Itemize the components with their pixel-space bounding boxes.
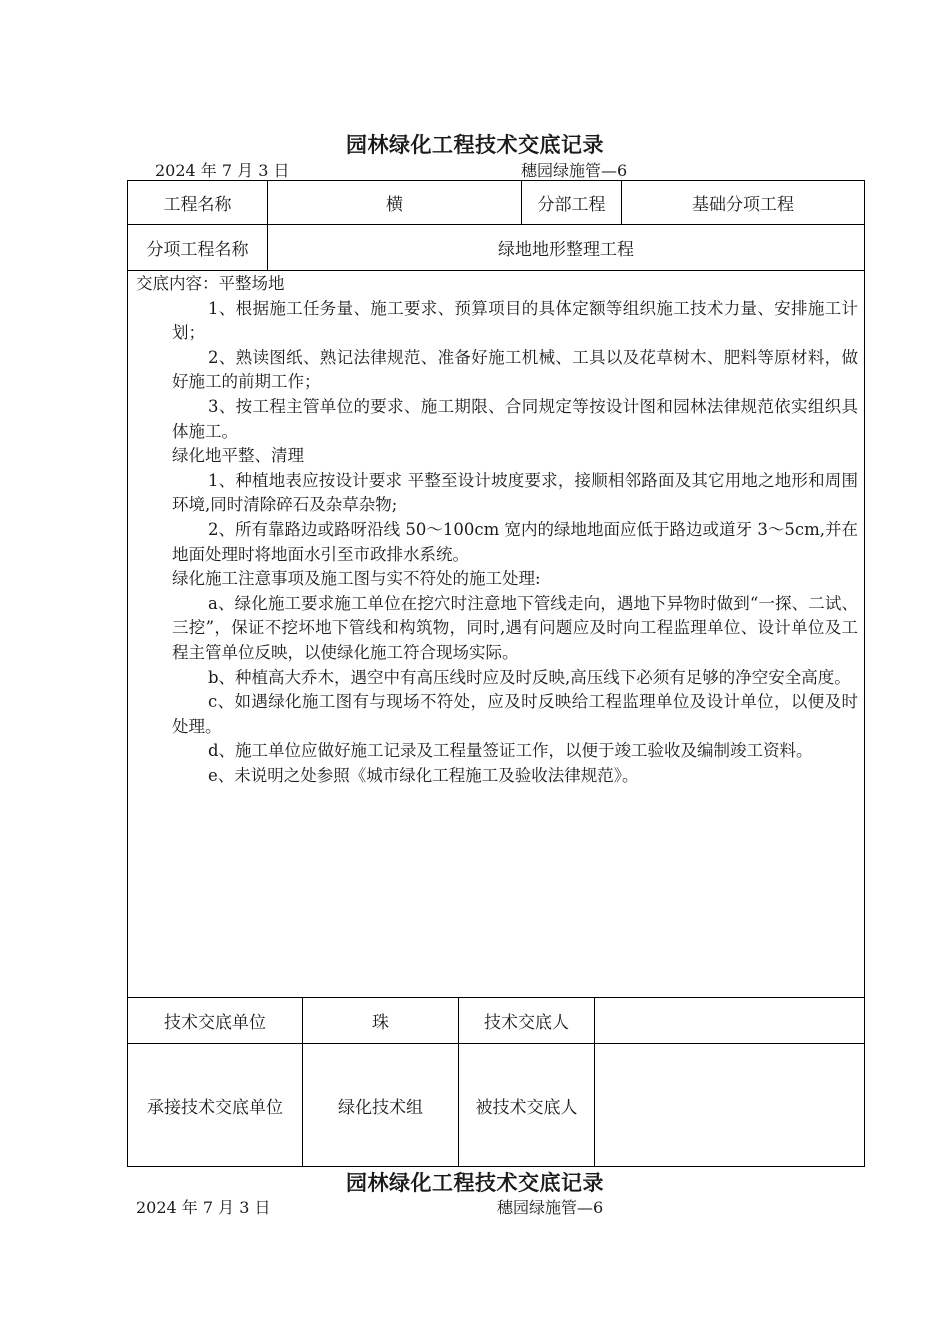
receiving-unit-value: 绿化技术组 <box>338 1097 423 1118</box>
content-paragraph: 2、所有靠路边或路呀沿线 50～100cm 宽内的绿地地面应低于路边或道牙 3～5cm,并在地面处理时将地面水引至市政排水系统。 <box>172 519 858 564</box>
division-label: 分部工程 <box>537 195 606 215</box>
form-code-page2: 穗园绿施管—6 <box>497 1198 604 1217</box>
disclosure-table <box>127 180 865 1167</box>
document-title: 园林绿化工程技术交底记录 <box>346 133 604 157</box>
record-date-page2: 2024 年 7 月 3 日 <box>136 1198 271 1217</box>
content-paragraph: 绿化施工注意事项及施工图与实不符处的施工处理: <box>172 569 541 589</box>
content-paragraph: b、种植高大乔木，遇空中有高压线时应及时反映,高压线下必须有足够的净空安全高度。 <box>208 667 851 687</box>
division-value: 基础分项工程 <box>692 195 794 215</box>
document-title-page2: 园林绿化工程技术交底记录 <box>346 1171 604 1195</box>
content-paragraph: 3、按工程主管单位的要求、施工期限、合同规定等按设计图和园林法律规范依实组织具体施工。 <box>172 396 858 441</box>
content-paragraph: 2、熟读图纸、熟记法律规范、准备好施工机械、工具以及花草树木、肥料等原材料，做好施工的前期工作； <box>172 347 858 392</box>
receiving-unit-label: 承接技术交底单位 <box>147 1097 283 1118</box>
content-paragraph: 1、种植地表应按设计要求 平整至设计坡度要求，接顺相邻路面及其它用地之地形和周围环境,同时清除碎石及杂草杂物; <box>172 470 858 515</box>
content-paragraph: 1、根据施工任务量、施工要求、预算项目的具体定额等组织施工技术力量、安排施工计划； <box>172 298 858 343</box>
disclosing-unit-value: 珠 <box>372 1013 389 1033</box>
content-paragraph: e、未说明之处参照《城市绿化工程施工及验收法律规范》。 <box>208 765 639 785</box>
project-name-label: 工程名称 <box>163 195 232 215</box>
discloser-label: 技术交底人 <box>484 1013 569 1033</box>
record-date: 2024 年 7 月 3 日 <box>155 161 290 180</box>
disclosing-unit-label: 技术交底单位 <box>164 1013 266 1033</box>
form-code: 穗园绿施管—6 <box>521 161 628 180</box>
recipient-value[interactable] <box>595 1044 864 1166</box>
subitem-value: 绿地地形整理工程 <box>498 240 634 260</box>
disclosure-content <box>136 272 858 788</box>
subitem-label: 分项工程名称 <box>146 240 249 260</box>
content-heading: 交底内容：平整场地 <box>136 274 285 293</box>
content-paragraph: d、施工单位应做好施工记录及工程量签证工作，以便于竣工验收及编制竣工资料。 <box>208 741 813 761</box>
recipient-label: 被技术交底人 <box>475 1097 578 1118</box>
project-name-value: 横 <box>386 195 403 215</box>
content-paragraph: 绿化地平整、清理 <box>172 446 304 466</box>
content-paragraph: c、如遇绿化施工图有与现场不符处，应及时反映给工程监理单位及设计单位，以便及时处理。 <box>172 692 858 736</box>
discloser-value[interactable] <box>595 998 864 1043</box>
content-paragraph: a、绿化施工要求施工单位在挖穴时注意地下管线走向，遇地下异物时做到“一探、二试、三挖”，保证不挖坏地下管线和构筑物，同时,遇有问题应及时向工程监理单位、设计单位及工程主管单位反映，以使绿化施工符合现场实际。 <box>172 593 858 662</box>
content-paragraphs <box>136 297 858 789</box>
